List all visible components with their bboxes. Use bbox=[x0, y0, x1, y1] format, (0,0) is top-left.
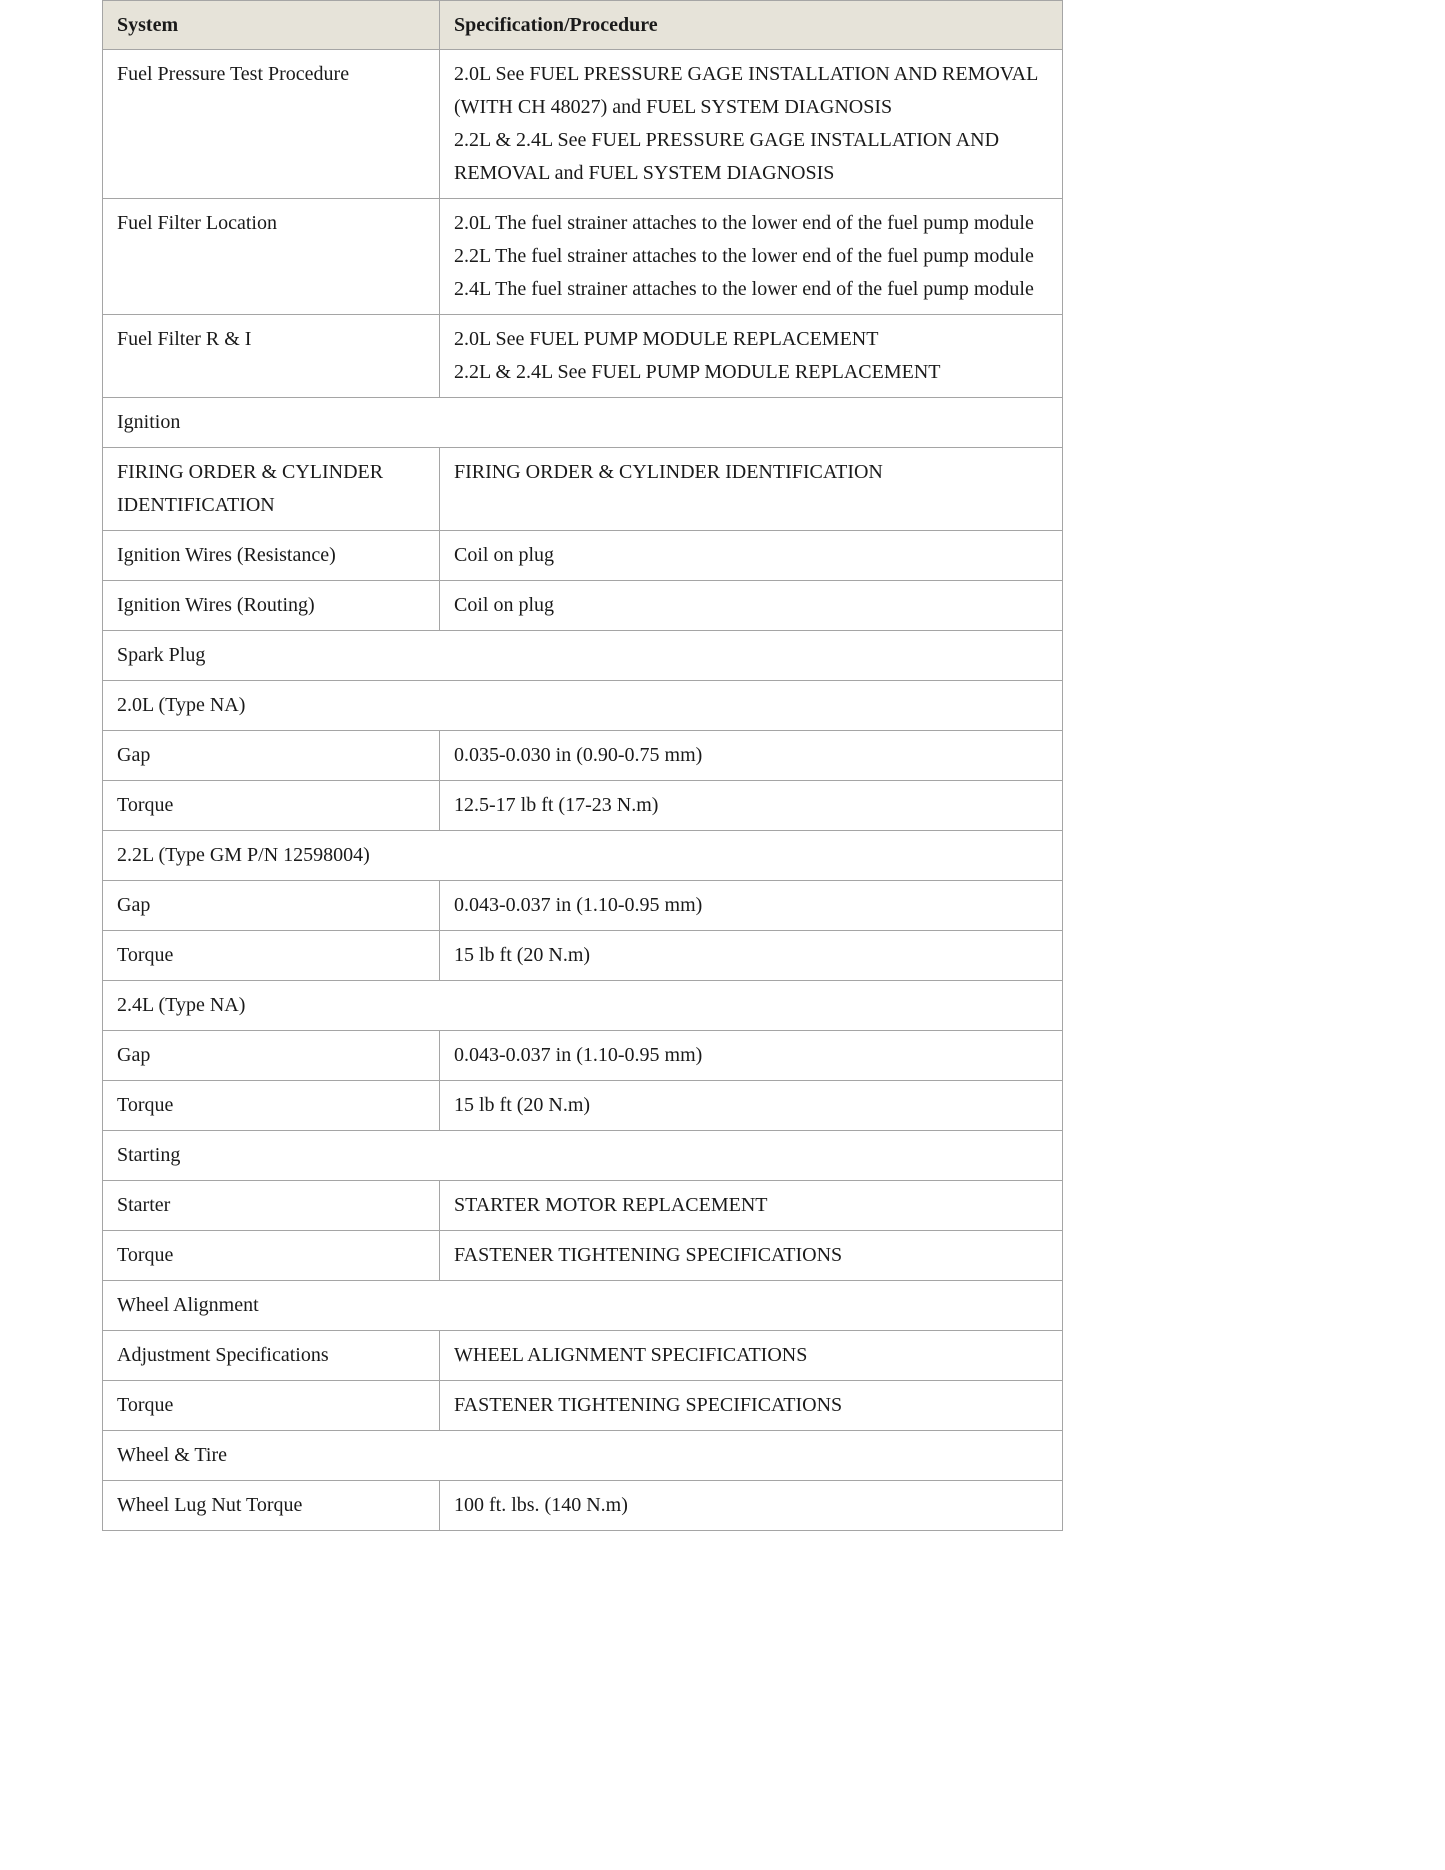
spec-line: 2.2L The fuel strainer attaches to the lower end of the fuel pump module bbox=[454, 245, 1034, 267]
table-row bbox=[103, 1081, 1063, 1131]
system-cell: Torque bbox=[103, 931, 440, 981]
system-cell: Torque bbox=[103, 1231, 440, 1281]
system-cell: Fuel Filter R & I bbox=[103, 315, 440, 398]
spec-line: Coil on plug bbox=[454, 544, 555, 566]
table-group-row bbox=[103, 1281, 1063, 1331]
spec-line: 2.4L The fuel strainer attaches to the lower end of the fuel pump module bbox=[454, 278, 1034, 300]
table-group-row bbox=[103, 1131, 1063, 1181]
spec-line: 12.5-17 lb ft (17-23 N.m) bbox=[454, 794, 659, 816]
table-row bbox=[103, 50, 1063, 199]
system-cell: Gap bbox=[103, 1031, 440, 1081]
spec-line: 15 lb ft (20 N.m) bbox=[454, 944, 591, 966]
system-cell: Wheel Lug Nut Torque bbox=[103, 1481, 440, 1531]
spec-line: FIRING ORDER & CYLINDER IDENTIFICATION bbox=[454, 461, 883, 483]
table-row bbox=[103, 931, 1063, 981]
table-group-row bbox=[103, 981, 1063, 1031]
spec-cell bbox=[440, 781, 1063, 831]
spec-line: 2.2L & 2.4L See FUEL PUMP MODULE REPLACEMENT bbox=[454, 361, 941, 383]
group-label: Starting bbox=[103, 1131, 1063, 1181]
spec-line: Coil on plug bbox=[454, 594, 555, 616]
spec-cell bbox=[440, 1231, 1063, 1281]
spec-line: WHEEL ALIGNMENT SPECIFICATIONS bbox=[454, 1344, 808, 1366]
table-row bbox=[103, 1331, 1063, 1381]
table-row bbox=[103, 1031, 1063, 1081]
spec-line: 2.0L See FUEL PUMP MODULE REPLACEMENT bbox=[454, 328, 879, 350]
spec-cell bbox=[440, 731, 1063, 781]
table-row bbox=[103, 1481, 1063, 1531]
system-cell: FIRING ORDER & CYLINDER IDENTIFICATION bbox=[103, 448, 440, 531]
table-row bbox=[103, 315, 1063, 398]
spec-cell bbox=[440, 448, 1063, 531]
table-group-row bbox=[103, 831, 1063, 881]
spec-cell bbox=[440, 581, 1063, 631]
spec-line: 0.035-0.030 in (0.90-0.75 mm) bbox=[454, 744, 703, 766]
system-cell: Torque bbox=[103, 781, 440, 831]
spec-line: 100 ft. lbs. (140 N.m) bbox=[454, 1494, 628, 1516]
spec-table bbox=[102, 0, 1063, 1531]
group-label: Spark Plug bbox=[103, 631, 1063, 681]
table-group-row bbox=[103, 681, 1063, 731]
spec-line: FASTENER TIGHTENING SPECIFICATIONS bbox=[454, 1244, 843, 1266]
system-cell: Adjustment Specifications bbox=[103, 1331, 440, 1381]
spec-cell bbox=[440, 315, 1063, 398]
table-row bbox=[103, 1231, 1063, 1281]
column-header-system: System bbox=[103, 1, 440, 50]
spec-line: 0.043-0.037 in (1.10-0.95 mm) bbox=[454, 1044, 703, 1066]
spec-line: STARTER MOTOR REPLACEMENT bbox=[454, 1194, 768, 1216]
table-group-row bbox=[103, 631, 1063, 681]
spec-cell bbox=[440, 1031, 1063, 1081]
spec-line: 2.0L The fuel strainer attaches to the lower end of the fuel pump module bbox=[454, 212, 1034, 234]
table-body bbox=[103, 50, 1063, 1531]
spec-cell bbox=[440, 1481, 1063, 1531]
group-label: 2.0L (Type NA) bbox=[103, 681, 1063, 731]
system-cell: Torque bbox=[103, 1381, 440, 1431]
spec-cell bbox=[440, 1181, 1063, 1231]
table-row bbox=[103, 199, 1063, 315]
spec-line: 15 lb ft (20 N.m) bbox=[454, 1094, 591, 1116]
spec-line: FASTENER TIGHTENING SPECIFICATIONS bbox=[454, 1394, 843, 1416]
spec-cell bbox=[440, 50, 1063, 199]
table-header-row bbox=[103, 1, 1063, 50]
table-row bbox=[103, 1381, 1063, 1431]
spec-line: 2.2L & 2.4L See FUEL PRESSURE GAGE INSTALLATION AND REMOVAL and FUEL SYSTEM DIAGNOSIS bbox=[454, 129, 1000, 184]
group-label: Ignition bbox=[103, 398, 1063, 448]
table-row bbox=[103, 731, 1063, 781]
spec-cell bbox=[440, 881, 1063, 931]
system-cell: Fuel Pressure Test Procedure bbox=[103, 50, 440, 199]
system-cell: Starter bbox=[103, 1181, 440, 1231]
table-group-row bbox=[103, 1431, 1063, 1481]
table-row bbox=[103, 1181, 1063, 1231]
column-header-spec: Specification/Procedure bbox=[440, 1, 1063, 50]
table-row bbox=[103, 448, 1063, 531]
group-label: 2.4L (Type NA) bbox=[103, 981, 1063, 1031]
group-label: Wheel Alignment bbox=[103, 1281, 1063, 1331]
table-row bbox=[103, 581, 1063, 631]
system-cell: Torque bbox=[103, 1081, 440, 1131]
spec-line: 2.0L See FUEL PRESSURE GAGE INSTALLATION AND REMOVAL (WITH CH 48027) and FUEL SYSTEM DIAGNOSIS bbox=[454, 63, 1038, 118]
system-cell: Ignition Wires (Resistance) bbox=[103, 531, 440, 581]
spec-cell bbox=[440, 199, 1063, 315]
table-row bbox=[103, 781, 1063, 831]
system-cell: Ignition Wires (Routing) bbox=[103, 581, 440, 631]
spec-line: 0.043-0.037 in (1.10-0.95 mm) bbox=[454, 894, 703, 916]
spec-cell bbox=[440, 531, 1063, 581]
system-cell: Gap bbox=[103, 881, 440, 931]
group-label: 2.2L (Type GM P/N 12598004) bbox=[103, 831, 1063, 881]
spec-cell bbox=[440, 1381, 1063, 1431]
group-label: Wheel & Tire bbox=[103, 1431, 1063, 1481]
system-cell: Fuel Filter Location bbox=[103, 199, 440, 315]
spec-cell bbox=[440, 1331, 1063, 1381]
table-row bbox=[103, 531, 1063, 581]
spec-cell bbox=[440, 931, 1063, 981]
table-group-row bbox=[103, 398, 1063, 448]
spec-cell bbox=[440, 1081, 1063, 1131]
table-row bbox=[103, 881, 1063, 931]
system-cell: Gap bbox=[103, 731, 440, 781]
